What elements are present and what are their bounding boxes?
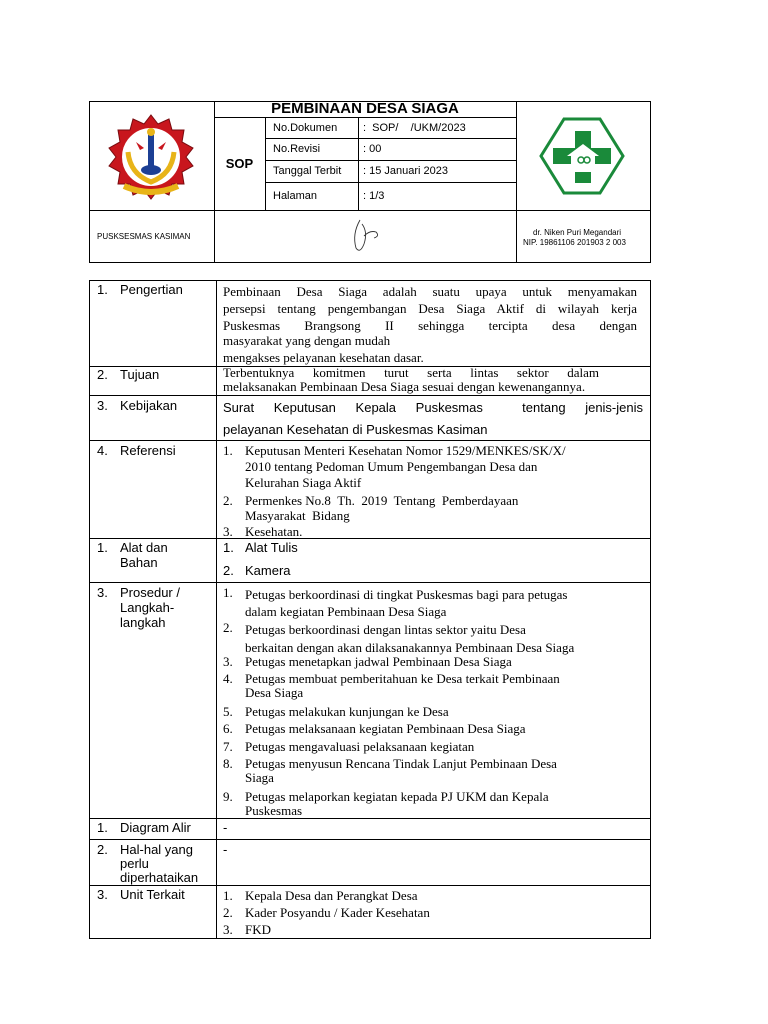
list-item bbox=[223, 790, 633, 818]
list-number: 1. bbox=[223, 443, 233, 458]
list-item bbox=[223, 740, 633, 755]
text-line: Kelurahan Siaga Aktif bbox=[245, 475, 362, 490]
list-item bbox=[223, 922, 272, 938]
content-pengertian bbox=[223, 283, 637, 367]
regency-emblem-icon bbox=[106, 112, 196, 202]
text-line: Petugas berkoordinasi dengan lintas sektor yaitu Desa bbox=[245, 622, 526, 637]
list-item bbox=[223, 705, 633, 720]
puskesmas-logo bbox=[539, 116, 625, 196]
list-text: FKD bbox=[245, 922, 272, 937]
list-number: 2. bbox=[223, 493, 233, 508]
meta-value-tanggal-terbit: : 15 Januari 2023 bbox=[363, 165, 449, 177]
text-line: Petugas berkoordinasi di tingkat Puskesmas bagi para petugas bbox=[245, 587, 568, 602]
list-item bbox=[223, 563, 291, 578]
label-number: 1. bbox=[97, 820, 108, 835]
list-item bbox=[223, 905, 430, 921]
text-line: Desa Siaga bbox=[245, 685, 304, 700]
label-text: Referensi bbox=[120, 443, 176, 458]
text-line: Masyarakat Bidang bbox=[245, 508, 350, 523]
text-line: Petugas melaksanaan kegiatan Pembinaan Desa Siaga bbox=[245, 721, 526, 736]
list-number: 2. bbox=[223, 905, 233, 920]
list-text: Kader Posyandu / Kader Kesehatan bbox=[245, 905, 430, 920]
sop-label: SOP bbox=[225, 156, 254, 171]
text-line: Permenkes No.8 Th. 2019 Tentang Pemberdayaan bbox=[245, 493, 519, 508]
text-line: Petugas menyusun Rencana Tindak Lanjut Pembinaan Desa bbox=[245, 756, 557, 771]
text-line: Surat Keputusan Kepala Puskesmas tentang jenis-jenis bbox=[223, 400, 643, 415]
list-number: 1. bbox=[223, 540, 234, 555]
text-line: Kesehatan. bbox=[245, 524, 303, 539]
list-number: 4. bbox=[223, 671, 233, 686]
meta-value-halaman: : 1/3 bbox=[363, 190, 385, 202]
list-item bbox=[223, 722, 633, 737]
label-text: Hal-hal yang bbox=[120, 842, 193, 857]
signature bbox=[340, 214, 390, 258]
content-hal-hal: - bbox=[223, 842, 228, 857]
list-number: 1. bbox=[223, 888, 233, 903]
label-text: Alat dan bbox=[120, 540, 168, 555]
meta-label-halaman: Halaman bbox=[273, 190, 318, 202]
text-line: Keputusan Menteri Kesehatan Nomor 1529/MENKES/SK/X/ bbox=[245, 443, 566, 458]
label-text: langkah bbox=[120, 615, 166, 630]
list-item bbox=[223, 672, 633, 700]
list-number: 9. bbox=[223, 789, 233, 804]
label-text: Prosedur / bbox=[120, 585, 180, 600]
list-number: 3. bbox=[223, 922, 233, 937]
label-number: 3. bbox=[97, 398, 108, 413]
label-text: Langkah- bbox=[120, 600, 175, 615]
label-number: 2. bbox=[97, 367, 108, 382]
label-number: 2. bbox=[97, 842, 108, 857]
list-item bbox=[223, 757, 633, 785]
text-line: pelayanan Kesehatan di Puskesmas Kasiman bbox=[223, 422, 488, 437]
signature-icon bbox=[340, 214, 390, 258]
meta-value-no-revisi: : 00 bbox=[363, 143, 382, 155]
text-line: Puskesmas bbox=[245, 803, 303, 818]
list-number: 2. bbox=[223, 563, 234, 578]
list-item bbox=[223, 888, 418, 904]
text-line: melaksanakan Pembinaan Desa Siaga sesuai dengan kewenangannya. bbox=[223, 379, 586, 394]
text-line: Petugas menetapkan jadwal Pembinaan Desa Siaga bbox=[245, 654, 512, 669]
list-text: Kamera bbox=[245, 563, 291, 578]
list-text: Alat Tulis bbox=[245, 540, 298, 555]
list-number: 2. bbox=[223, 620, 233, 635]
label-text: diperhataikan bbox=[120, 870, 199, 885]
text-line: Siaga bbox=[245, 770, 274, 785]
label-number: 1. bbox=[97, 282, 108, 297]
page-title: PEMBINAAN DESA SIAGA bbox=[271, 100, 459, 117]
label-number: 3. bbox=[97, 887, 108, 902]
meta-label-tanggal-terbit: Tanggal Terbit bbox=[273, 165, 342, 177]
signer-name: dr. Niken Puri Megandari bbox=[533, 228, 622, 237]
text-line: Terbentuknya komitmen turut serta lintas sektor dalam bbox=[223, 365, 599, 380]
meta-value-no-dokumen: : SOP/ /UKM/2023 bbox=[363, 122, 466, 134]
text-line: Petugas melaporkan kegiatan kepada PJ UKM dan Kepala bbox=[245, 789, 549, 804]
text-line: berkaitan dengan akan dilaksanakannya Pembinaan Desa Siaga bbox=[245, 640, 575, 655]
label-text: Pengertian bbox=[120, 282, 183, 297]
text-line: mengakses pelayanan kesehatan dasar. bbox=[223, 350, 424, 365]
content-tujuan bbox=[223, 366, 641, 394]
text-line: Petugas melakukan kunjungan ke Desa bbox=[245, 704, 449, 719]
puskesmas-emblem-icon bbox=[539, 116, 625, 196]
list-item bbox=[223, 493, 569, 523]
list-number: 7. bbox=[223, 739, 233, 754]
list-item bbox=[223, 540, 298, 555]
text-line: Puskesmas Brangsong II sehingga tercipta desa dengan bbox=[223, 318, 637, 333]
text-line: masyarakat yang dengan mudah bbox=[223, 333, 391, 348]
content-diagram-alir: - bbox=[223, 820, 228, 835]
list-number: 5. bbox=[223, 704, 233, 719]
text-line: Pembinaan Desa Siaga adalah suatu upaya untuk menyamakan bbox=[223, 284, 637, 299]
list-item bbox=[223, 586, 633, 620]
list-item bbox=[223, 621, 633, 657]
list-item bbox=[223, 524, 302, 539]
text-line: persepsi tentang pengembangan Desa Siaga Aktif di wilayah kerja bbox=[223, 301, 637, 316]
regency-logo bbox=[106, 112, 196, 202]
list-item bbox=[223, 655, 633, 670]
list-number: 6. bbox=[223, 721, 233, 736]
list-item bbox=[223, 443, 623, 491]
label-text: Tujuan bbox=[120, 367, 160, 382]
list-number: 3. bbox=[223, 524, 233, 539]
text-line: dalam kegiatan Pembinaan Desa Siaga bbox=[245, 604, 447, 619]
list-number: 1. bbox=[223, 585, 233, 600]
signer-nip: NIP. 19861106 201903 2 003 bbox=[523, 238, 626, 247]
label-text: Kebijakan bbox=[120, 398, 178, 413]
meta-label-no-revisi: No.Revisi bbox=[273, 143, 321, 155]
list-text: Kepala Desa dan Perangkat Desa bbox=[245, 888, 418, 903]
content-kebijakan bbox=[223, 397, 643, 441]
label-text: Bahan bbox=[120, 555, 158, 570]
org-name: PUSKSESMAS KASIMAN bbox=[97, 232, 191, 241]
label-text: perlu bbox=[120, 856, 149, 871]
text-line: Petugas mengavaluasi pelaksanaan kegiatan bbox=[245, 739, 475, 754]
label-text: Unit Terkait bbox=[120, 887, 185, 902]
label-number: 1. bbox=[97, 540, 108, 555]
text-line: 2010 tentang Pedoman Umum Pengembangan Desa dan bbox=[245, 459, 538, 474]
list-number: 3. bbox=[223, 654, 233, 669]
label-text: Diagram Alir bbox=[120, 820, 191, 835]
list-number: 8. bbox=[223, 756, 233, 771]
meta-label-no-dokumen: No.Dokumen bbox=[273, 122, 338, 134]
label-number: 4. bbox=[97, 443, 108, 458]
label-number: 3. bbox=[97, 585, 108, 600]
text-line: Petugas membuat pemberitahuan ke Desa terkait Pembinaan bbox=[245, 671, 560, 686]
